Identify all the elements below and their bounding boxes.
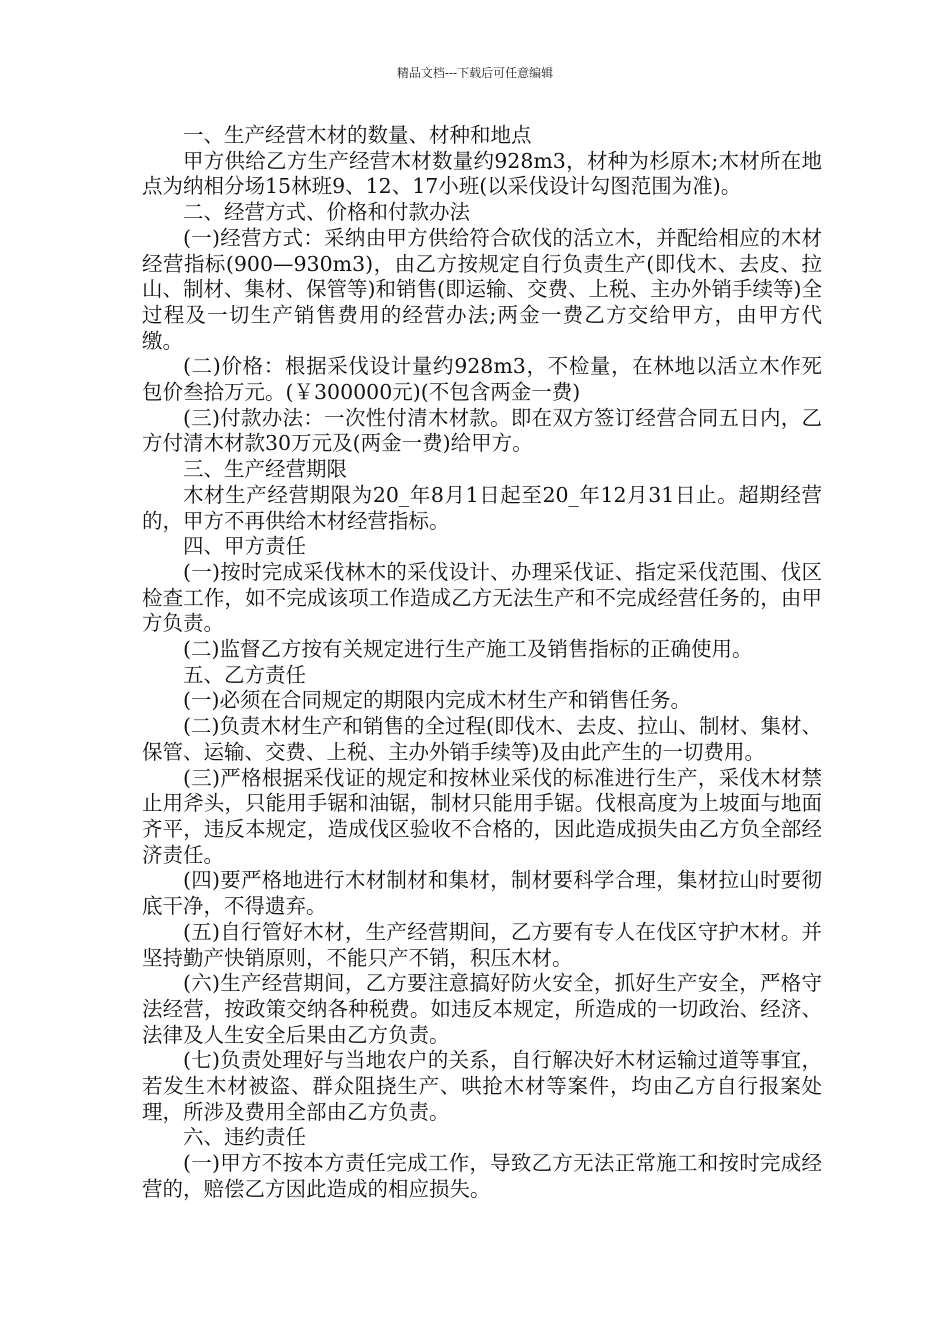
paragraph: 甲方供给乙方生产经营木材数量约928m3，材种为杉原木;木材所在地点为纳相分场15林班9、12、17小班(以采伐设计勾图范围为准)。	[142, 148, 822, 199]
paragraph: (一)甲方不按本方责任完成工作，导致乙方无法正常施工和按时完成经营的，赔偿乙方因此造成的相应损失。	[142, 1151, 822, 1201]
paragraph: (五)自行管好木材，生产经营期间，乙方要有专人在伐区守护木材。并坚持勤产快销原则，不能只产不销，积压木材。	[142, 919, 822, 970]
paragraph: 木材生产经营期限为20_年8月1日起至20_年12月31日止。超期经营的，甲方不再供给木材经营指标。	[142, 482, 822, 533]
paragraph: (三)严格根据采伐证的规定和按林业采伐的标准进行生产，采伐木材禁止用斧头，只能用手锯和油锯，制材只能用手锯。伐根高度为上坡面与地面齐平，违反本规定，造成伐区验收不合格的，因此造成损失由乙方负全部经济责任。	[142, 765, 822, 867]
paragraph: (二)负责木材生产和销售的全过程(即伐木、去皮、拉山、制材、集材、保管、运输、交费、上税、主办外销手续等)及由此产生的一切费用。	[142, 714, 822, 764]
paragraph: (一)经营方式：采纳由甲方供给符合砍伐的活立木，并配给相应的木材经营指标(900—930m3)，由乙方按规定自行负责生产(即伐木、去皮、拉山、制材、集材、保管等)和销售(即运输、交费、上税、主办外销手续等)全过程及一切生产销售费用的经营办法;两金一费乙方交给甲方，由甲方代缴。	[142, 225, 822, 353]
section-heading-6: 六、违约责任	[183, 1125, 306, 1150]
section-heading-4: 四、甲方责任	[183, 534, 306, 559]
paragraph: (一)必须在合同规定的期限内完成木材生产和销售任务。	[183, 688, 691, 713]
paragraph: (六)生产经营期间，乙方要注意搞好防火安全，抓好生产安全，严格守法经营，按政策交纳各种税费。如违反本规定，所造成的一切政治、经济、法律及人生安全后果由乙方负责。	[142, 971, 822, 1047]
paragraph: (七)负责处理好与当地农户的关系，自行解决好木材运输过道等事宜，若发生木材被盗、群众阻挠生产、哄抢木材等案件，均由乙方自行报案处理，所涉及费用全部由乙方负责。	[142, 1048, 822, 1124]
section-heading-1: 一、生产经营木材的数量、材种和地点	[183, 123, 532, 147]
section-heading-2: 二、经营方式、价格和付款办法	[183, 200, 470, 225]
paragraph: (二)价格：根据采伐设计量约928m3，不检量，在林地以活立木作死包价叁拾万元。(￥300000元)(不包含两金一费)	[142, 354, 822, 405]
paragraph: (二)监督乙方按有关规定进行生产施工及销售指标的正确使用。	[183, 637, 753, 662]
section-heading-5: 五、乙方责任	[183, 662, 306, 687]
section-heading-3: 三、生产经营期限	[183, 457, 347, 482]
paragraph: (四)要严格地进行木材制材和集材，制材要科学合理，集材拉山时要彻底干净，不得遗弃。	[142, 868, 822, 919]
page-header: 精品文档---下载后可任意编辑	[396, 66, 554, 80]
document-body	[142, 123, 822, 1203]
paragraph: (三)付款办法：一次性付清木材款。即在双方签订经营合同五日内，乙方付清木材款30万元及(两金一费)给甲方。	[142, 405, 822, 456]
paragraph: (一)按时完成采伐林木的采伐设计、办理采伐证、指定采伐范围、伐区检查工作，如不完成该项工作造成乙方无法生产和不完成经营任务的，由甲方负责。	[142, 559, 822, 636]
